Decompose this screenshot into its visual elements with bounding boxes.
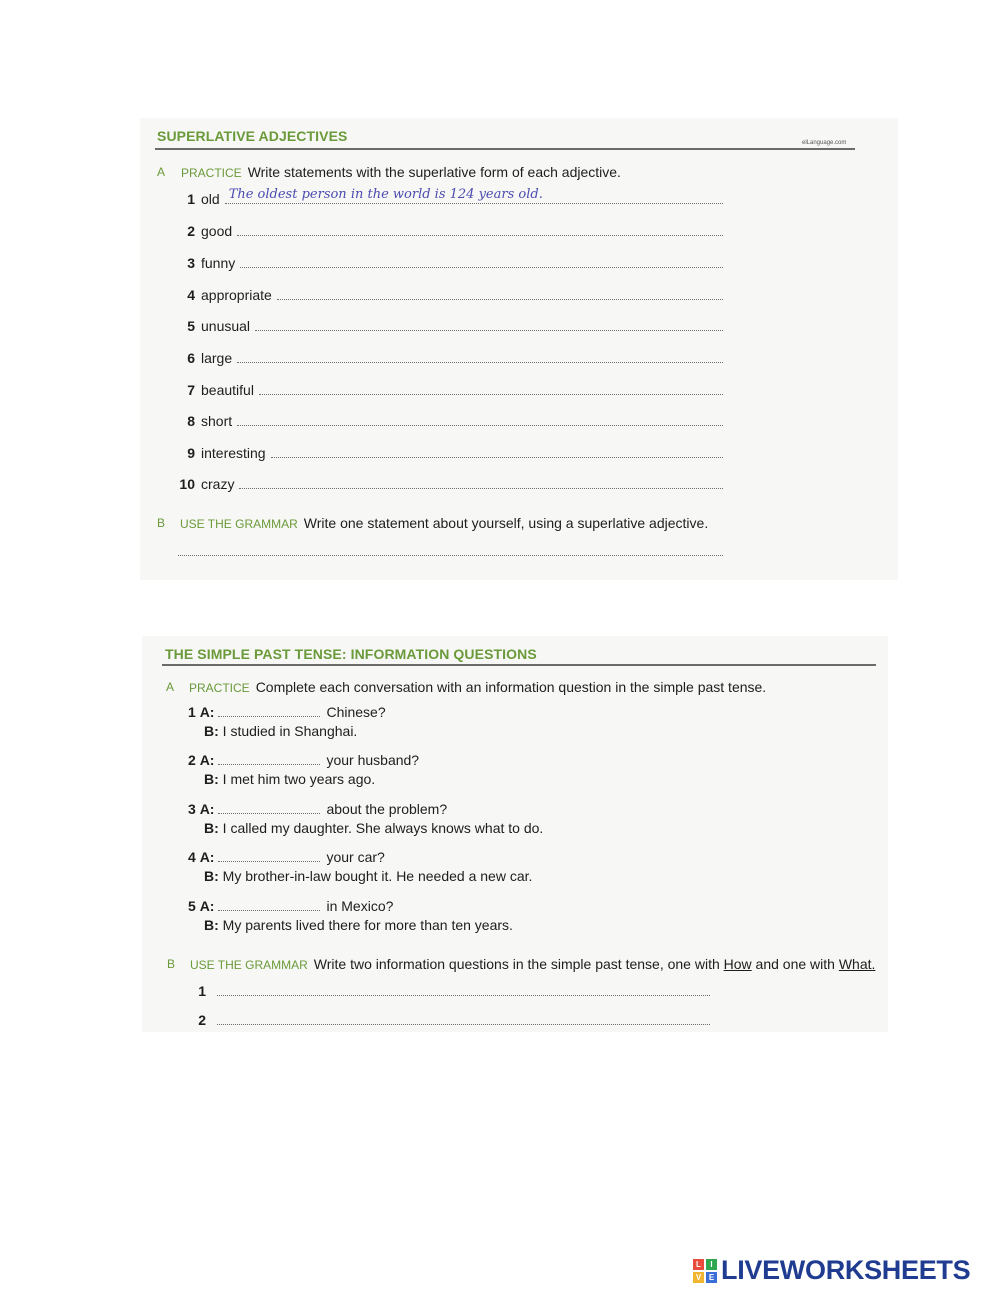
answer-line[interactable]: [239, 476, 723, 489]
source-label: elLanguage.com: [802, 140, 847, 146]
item-word: good: [201, 223, 233, 239]
superlative-item: [175, 187, 723, 207]
word-how: How: [723, 956, 752, 972]
item-word: old: [201, 191, 220, 207]
conversation-b-line: [204, 820, 543, 836]
speaker-a: A:: [199, 801, 215, 817]
conversation-number: 5: [188, 898, 196, 914]
superlative-item: [175, 382, 723, 398]
word-what: What.: [838, 956, 876, 972]
grammar2-letter: B: [167, 957, 176, 971]
question-end: about the problem?: [326, 801, 448, 817]
answer-line[interactable]: [240, 255, 723, 268]
item-word: funny: [201, 255, 236, 271]
conversation-number: 1: [188, 704, 196, 720]
item-number: 1: [187, 191, 195, 207]
grammar2-instruction-line: [190, 956, 875, 972]
superlative-item: [175, 287, 723, 303]
answer-line[interactable]: [237, 350, 723, 363]
item-word: unusual: [201, 318, 251, 334]
question-end: your car?: [326, 849, 385, 865]
item-word: appropriate: [201, 287, 272, 303]
practice2-label: PRACTICE: [189, 681, 250, 695]
superlative-item: [175, 223, 723, 239]
item-number: 2: [187, 223, 195, 239]
answer-text: I met him two years ago.: [222, 771, 376, 787]
item-number: 4: [187, 287, 195, 303]
answer-text: My parents lived there for more than ten years.: [222, 917, 513, 933]
question-line-2[interactable]: [186, 1012, 710, 1028]
question-line-number: 2: [198, 1012, 206, 1028]
grammar-letter: B: [157, 516, 166, 530]
conversation-a-line: [188, 898, 393, 914]
grammar-answer-line[interactable]: [178, 543, 723, 556]
speaker-b: B:: [204, 723, 219, 739]
item-word: interesting: [201, 445, 266, 461]
speaker-a: A:: [199, 898, 215, 914]
logo-tile: V: [693, 1272, 704, 1283]
item-word: beautiful: [201, 382, 254, 398]
conversation-number: 4: [188, 849, 196, 865]
logo-tile: I: [706, 1259, 717, 1270]
speaker-b: B:: [204, 868, 219, 884]
speaker-b: B:: [204, 820, 219, 836]
section1-title: SUPERLATIVE ADJECTIVES: [157, 128, 348, 144]
speaker-b: B:: [204, 771, 219, 787]
question-blank[interactable]: [218, 851, 320, 862]
answer-line[interactable]: [237, 413, 723, 426]
section2-title: THE SIMPLE PAST TENSE: INFORMATION QUESTIONS: [165, 646, 537, 662]
item-number: 6: [187, 350, 195, 366]
superlative-item: [175, 350, 723, 366]
conversation-b-line: [204, 771, 375, 787]
item-number: 5: [187, 318, 195, 334]
question-line-1[interactable]: [186, 983, 710, 999]
answer-text: My brother-in-law bought it. He needed a new car.: [222, 868, 533, 884]
answer-line[interactable]: [259, 382, 723, 395]
practice2-instruction-line: [189, 679, 766, 695]
conversation-a-line: [188, 849, 385, 865]
conversation-a-line: [188, 704, 386, 720]
practice2-instruction: Complete each conversation with an information question in the simple past tense.: [255, 679, 767, 695]
question-end: in Mexico?: [326, 898, 394, 914]
practice-instruction: Write statements with the superlative form of each adjective.: [247, 164, 621, 180]
superlative-item: [175, 413, 723, 429]
speaker-a: A:: [199, 704, 215, 720]
logo-tile: L: [693, 1259, 704, 1270]
speaker-a: A:: [199, 752, 215, 768]
grammar-instruction: Write one statement about yourself, using a superlative adjective.: [303, 515, 709, 531]
conversation-a-line: [188, 801, 447, 817]
logo-grid-icon: [693, 1259, 717, 1283]
question-blank[interactable]: [218, 803, 320, 814]
practice-instruction-line: [181, 164, 621, 180]
question-end: Chinese?: [326, 704, 386, 720]
practice-label: PRACTICE: [181, 166, 242, 180]
item-number: 7: [187, 382, 195, 398]
answer-text: I called my daughter. She always knows what to do.: [222, 820, 544, 836]
conversation-number: 2: [188, 752, 196, 768]
conversation-a-line: [188, 752, 419, 768]
superlative-item: [175, 255, 723, 271]
conversation-b-line: [204, 723, 357, 739]
item-number: 3: [187, 255, 195, 271]
grammar2-label: USE THE GRAMMAR: [190, 958, 308, 972]
conversation-b-line: [204, 868, 532, 884]
grammar-label: USE THE GRAMMAR: [180, 517, 298, 531]
item-word: short: [201, 413, 233, 429]
logo-text: LIVEWORKSHEETS: [721, 1255, 971, 1285]
answer-line[interactable]: [255, 318, 723, 331]
grammar2-instruction-mid: and one with: [755, 956, 835, 972]
answer-line[interactable]: [277, 287, 723, 300]
speaker-a: A:: [199, 849, 215, 865]
section2-rule: [162, 664, 876, 666]
speaker-b: B:: [204, 917, 219, 933]
conversation-number: 3: [188, 801, 196, 817]
answer-line[interactable]: [271, 445, 723, 458]
question-line-number: 1: [198, 983, 206, 999]
item-word: crazy: [201, 476, 235, 492]
practice-letter: A: [157, 165, 166, 179]
section1-rule: [155, 148, 855, 150]
grammar2-instruction-pre: Write two information questions in the simple past tense, one with: [313, 956, 720, 972]
answer-line[interactable]: [237, 223, 723, 236]
item-word: large: [201, 350, 233, 366]
item-number: 8: [187, 413, 195, 429]
superlative-item: [175, 476, 723, 492]
question-blank[interactable]: [218, 900, 320, 911]
superlative-item: [175, 445, 723, 461]
liveworksheets-logo: [693, 1255, 970, 1286]
question-end: your husband?: [326, 752, 420, 768]
item-number: 9: [187, 445, 195, 461]
practice2-letter: A: [166, 680, 175, 694]
logo-tile: E: [706, 1272, 717, 1283]
question-blank[interactable]: [218, 706, 320, 717]
superlative-item: [175, 318, 723, 334]
grammar-instruction-line: [180, 515, 708, 531]
item-number: 10: [179, 476, 195, 492]
handwritten-answer: The oldest person in the world is 124 years old.: [228, 187, 543, 202]
answer-line[interactable]: [225, 187, 723, 204]
conversation-b-line: [204, 917, 513, 933]
answer-text: I studied in Shanghai.: [222, 723, 358, 739]
question-blank[interactable]: [218, 754, 320, 765]
